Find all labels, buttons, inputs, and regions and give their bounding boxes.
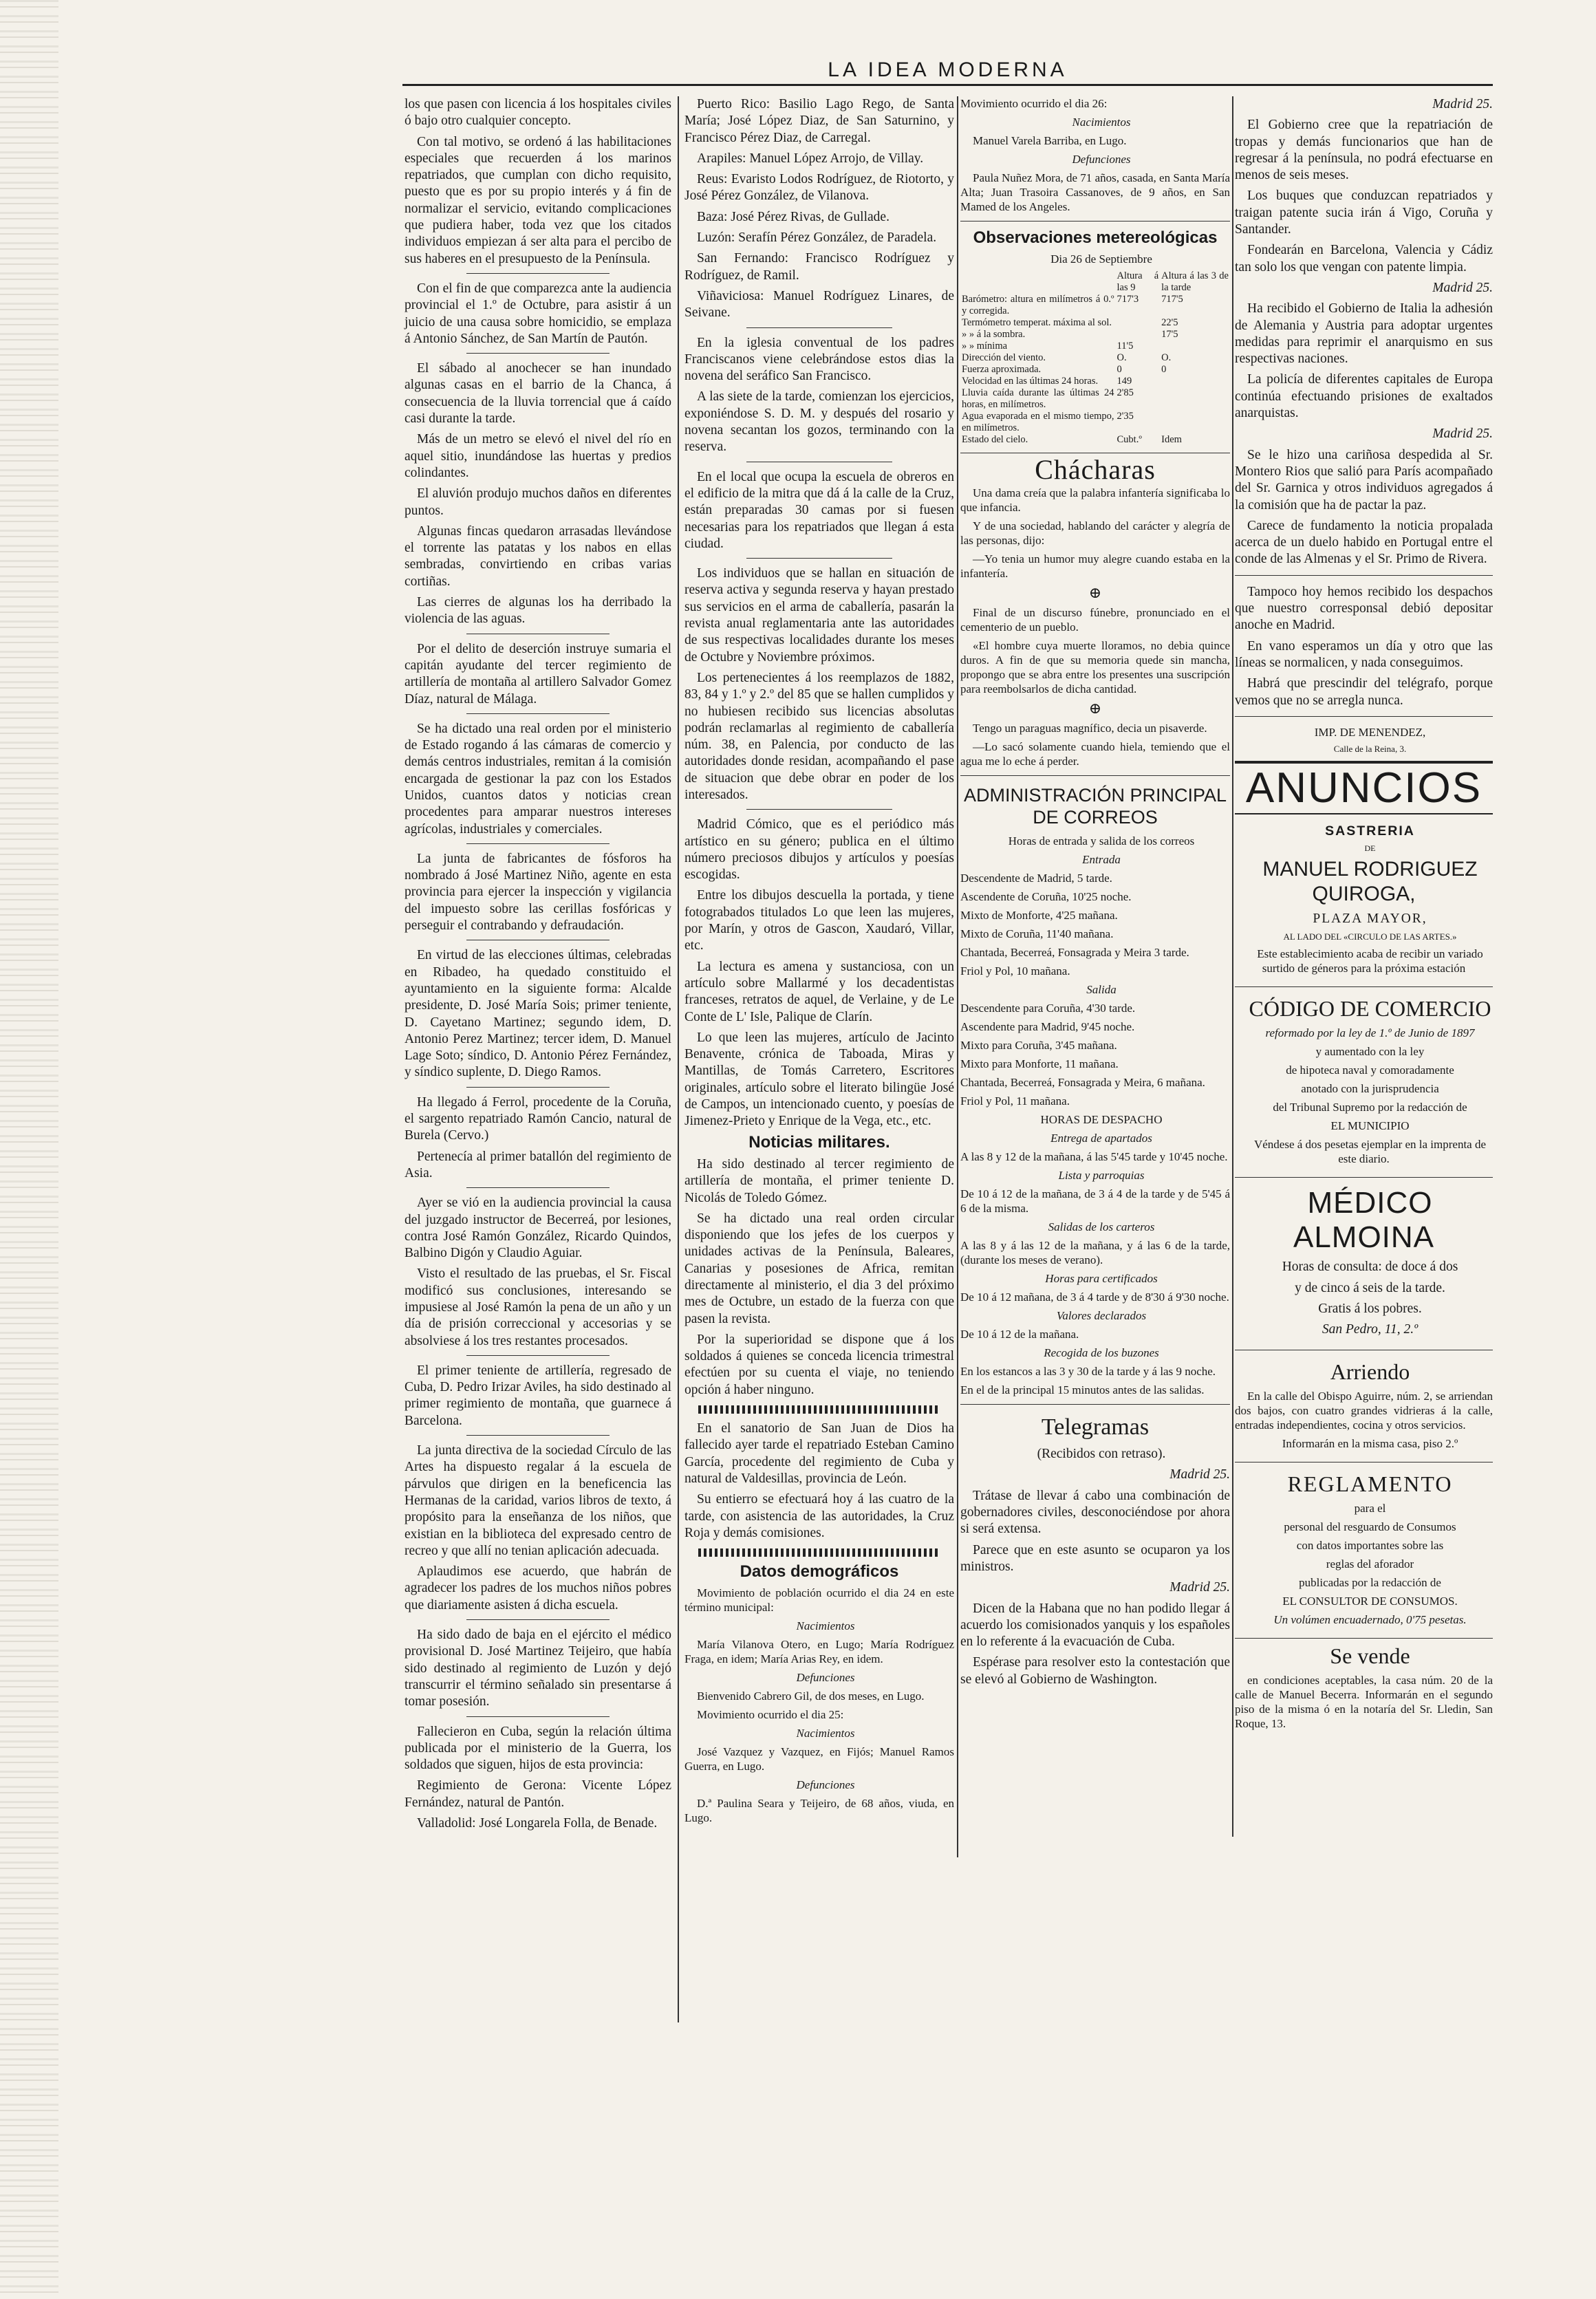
divider <box>960 221 1230 222</box>
divider <box>746 558 892 559</box>
ad-arriendo <box>1235 1354 1493 1462</box>
paragraph: La junta directiva de la sociedad Círculo de las Artes ha dispuesto regalar á la escuela de párvulos que dirigen en la beneficencia las Hermanas de la caridad, varios libros de texto, á propósito para la enseñanza de los niños, que existian en la biblioteca del expresado centro de recreo y que allí no tenian aplicación adecuada. <box>405 1443 671 1558</box>
paragraph: Baza: José Pérez Rivas, de Gullade. <box>697 209 889 224</box>
imprint: IMP. DE MENENDEZ, <box>1314 725 1426 739</box>
ad-sastreria <box>1235 819 1493 988</box>
paragraph: El sábado al anochecer se han inundado algunas casas en el barrio de la Chanca, á consecuencia de la lluvia torrencial que á caído casi durante la tarde. <box>405 361 671 427</box>
table-cell-label: Barómetro: altura en milímetros á 0.º y corregida. <box>962 294 1114 317</box>
ad-text: PLAZA MAYOR, <box>1313 911 1427 927</box>
paragraph: Parece que en este asunto se ocuparon ya los ministros. <box>960 1542 1230 1574</box>
schedule-line: Mixto para Monforte, 11 mañana. <box>960 1057 1119 1071</box>
schedule-line: De 10 á 12 mañana, de 3 á 4 tarde y de 8'30 á 9'30 noche. <box>960 1291 1229 1304</box>
masthead: LA IDEA MODERNA <box>402 56 1493 86</box>
table-cell-value: Cubt.º <box>1117 434 1142 446</box>
divider <box>1235 716 1493 717</box>
table-row <box>960 434 1230 446</box>
section-heading: ADMINISTRACIÓN PRINCIPAL DE CORREOS <box>963 785 1227 828</box>
divider <box>746 327 892 328</box>
schedule-line: Mixto para Coruña, 3'45 mañana. <box>960 1039 1117 1053</box>
ad-text: para el <box>1354 1501 1386 1515</box>
ad-text: de hipoteca naval y comoradamente <box>1286 1064 1454 1077</box>
paragraph: «El hombre cuya muerte lloramos, no debia quince duros. A fin de que su memoria quede sin mancha, propongo que se abra entre los presentes una suscripción para reembolsarlos de dicha cantidad. <box>960 638 1230 695</box>
table-cell-value: O. <box>1161 352 1172 364</box>
schedule-line: De 10 á 12 de la mañana. <box>960 1328 1079 1341</box>
paragraph: Manuel Varela Barriba, en Lugo. <box>973 134 1127 147</box>
ads-heading: ANUNCIOS <box>1235 761 1493 814</box>
ad-title: CÓDIGO DE COMERCIO <box>1249 996 1491 1022</box>
table-cell-value <box>1160 387 1230 411</box>
ad-text: reglas del aforador <box>1326 1557 1414 1571</box>
table-cell-value: O. <box>1117 352 1127 364</box>
paragraph: En vano esperamos un día y otro que las líneas se normalicen, y nada conseguimos. <box>1235 638 1493 670</box>
table-cell-value: 11'5 <box>1117 341 1134 352</box>
paragraph: —Lo sacó solamente cuando hiela, temiendo que el agua me lo eche á perder. <box>960 740 1230 768</box>
paragraph: Los pertenecientes á los reemplazos de 1882, 83, 84 y 1.º y 2.º del 85 que se hallen cumplidos y no hubiesen recibido sus licencias absolutas podrán reclamarlas al regimiento de caballería núm. 38, en Palencia, por conducto de las autoridades donde residan, acompañando el pase de situacion que debe obrar en poder de los interesados. <box>684 670 954 802</box>
paragraph: Se le hizo una cariñosa despedida al Sr. Montero Rios que salió para París acompañado del Sr. Garnica y otros individuos agregados á la comisión que ha de pactar la paz. <box>1235 447 1493 512</box>
paragraph: Viñaviciosa: Manuel Rodríguez Linares, de Seivane. <box>684 288 954 321</box>
table-row <box>960 352 1230 364</box>
table-cell-value <box>1160 411 1230 434</box>
ad-title: MÉDICO ALMOINA <box>1293 1186 1435 1255</box>
ad-title: Arriendo <box>1330 1359 1410 1384</box>
table-cell-value <box>1160 341 1230 352</box>
paragraph: Dicen de la Habana que no han podido llegar á acuerdo los comisionados yanquis y los españoles en lo referente á la evacuación de Cuba. <box>960 1601 1230 1650</box>
table-cell-value: 149 <box>1117 376 1132 387</box>
paragraph: El Gobierno cree que la repatriación de tropas y demás funcionarios que han de regresar á la península, no podrá efectuarse en menos de seis meses. <box>1235 118 1493 183</box>
scan-edge-noise <box>0 0 58 2299</box>
paragraph: Los individuos que se hallan en situación de reserva activa y segunda reserva y hayan prestado sus servicios en el arma de caballería, pasarán la revista anual reglamentaria ante las autoridades de sus respectivas localidades durante los meses de Octubre y Noviembre próximos. <box>684 566 954 665</box>
table-cell-label: Fuerza aproximada. <box>962 364 1042 376</box>
asterism-icon: ⊕ <box>1088 699 1102 717</box>
subheading: (Recibidos con retraso). <box>1037 1447 1166 1462</box>
column-1 <box>405 96 671 2022</box>
table-cell-value: 0 <box>1161 364 1167 376</box>
weather-table-body <box>960 294 1230 446</box>
column-rule <box>678 96 679 2022</box>
paragraph: los que pasen con licencia á los hospitales civiles ó bajo otro cualquier concepto. <box>405 97 671 129</box>
imprint-address: Calle de la Reina, 3. <box>1333 743 1407 754</box>
paragraph: El primer teniente de artillería, regresado de Cuba, D. Pedro Irizar Aviles, ha sido destinado al primer regimiento de montaña, que guarnece á Barcelona. <box>405 1363 671 1428</box>
paragraph: Regimiento de Gerona: Vicente López Fernández, natural de Pantón. <box>405 1778 671 1810</box>
paragraph: Movimiento de población ocurrido el dia 24 en este término municipal: <box>684 1586 954 1615</box>
paragraph: Luzón: Serafín Pérez González, de Paradela. <box>697 230 937 246</box>
table-cell-value: 22'5 <box>1161 317 1178 329</box>
subheading: Lista y parroquias <box>1058 1169 1145 1183</box>
schedule-line: A las 8 y 12 de la mañana, á las 5'45 tarde y 10'45 noche. <box>960 1150 1228 1164</box>
paragraph: En el sanatorio de San Juan de Dios ha fallecido ayer tarde el repatriado Esteban Camino García, procedente del regimiento de Cuba y natural de Valdesillas, provincia de León. <box>684 1421 954 1486</box>
paragraph: El aluvión produjo muchos daños en diferentes puntos. <box>405 486 671 518</box>
table-cell-value: 717'3 <box>1117 294 1139 305</box>
table-row <box>960 317 1230 329</box>
table-cell-label: » » mínima <box>962 341 1008 352</box>
table-cell-label: Lluvia caída durante las últimas 24 horas, en milímetros. <box>962 387 1114 411</box>
ad-text: Horas de consulta: de doce á dos <box>1282 1260 1458 1275</box>
paragraph: En virtud de las elecciones últimas, celebradas en Ribadeo, ha quedado constituido el ayuntamiento en la siguiente forma: Alcalde presidente, D. José María Sois; primer teniente, D. Cayetano Martinez; segundo idem, D. Antonio Perez Martinez; tercer idem, D. Manuel Lage Soto; síndico, D. Antonio Pérez Fernández, y síndico suplente, D. Diego Ramos. <box>405 948 671 1080</box>
subheading: Horas para certificados <box>1045 1272 1158 1286</box>
subheading: Recogida de los buzones <box>1044 1346 1159 1360</box>
schedule-line: Friol y Pol, 10 mañana. <box>960 964 1070 978</box>
subheading: Valores declarados <box>1056 1309 1147 1323</box>
dateline: Madrid 25. <box>1432 97 1493 111</box>
ad-title: Se vende <box>1330 1643 1410 1668</box>
paragraph: La policía de diferentes capitales de Europa continúa efectuando prisiones de exaltados anarquistas. <box>1235 372 1493 421</box>
divider <box>1235 575 1493 576</box>
schedule-line: Chantada, Becerreá, Fonsagrada y Meira, 6 mañana. <box>960 1076 1205 1090</box>
table-cell-value: Idem <box>1161 434 1182 446</box>
paragraph: Pertenecía al primer batallón del regimiento de Asia. <box>405 1149 671 1180</box>
paragraph: José Vazquez y Vazquez, en Fijós; Manuel Ramos Guerra, en Lugo. <box>684 1745 954 1773</box>
schedule-line: Ascendente para Madrid, 9'45 noche. <box>960 1020 1135 1034</box>
column-2 <box>684 96 954 1857</box>
ad-text: y aumentado con la ley <box>1315 1045 1425 1059</box>
subheading: Salida <box>1086 983 1117 997</box>
ad-text: AL LADO DEL «CIRCULO DE LAS ARTES.» <box>1283 931 1457 942</box>
ad-text: Véndese á dos pesetas ejemplar en la imprenta de este diario. <box>1253 1138 1487 1166</box>
paragraph: Puerto Rico: Basilio Lago Rego, de Santa María; José López Diaz, de San Saturnino, y Francisco Pérez Diaz, de Carregal. <box>684 97 954 145</box>
ad-name: MANUEL RODRIGUEZ QUIROGA, <box>1262 858 1478 906</box>
dateline: Madrid 25. <box>1432 427 1493 442</box>
table-cell-value: 17'5 <box>1161 329 1178 341</box>
ad-text: reformado por la ley de 1.º de Junio de 1897 <box>1265 1026 1475 1040</box>
divider <box>466 1619 610 1620</box>
table-row <box>960 341 1230 352</box>
schedule-line: Mixto de Coruña, 11'40 mañana. <box>960 927 1114 941</box>
paragraph: Ha recibido el Gobierno de Italia la adhesión de Alemania y Austria para adoptar urgentes medidas para reprimir el anarquismo en sus respectivas naciones. <box>1235 301 1493 367</box>
table-cell-value: 2'35 <box>1117 411 1134 422</box>
divider <box>746 809 892 810</box>
paragraph: En la iglesia conventual de los padres Franciscanos viene celebrándose estos dias la novena del seráfico San Francisco. <box>684 335 954 384</box>
section-heading: Observaciones metereológicas <box>973 228 1218 247</box>
paragraph: Madrid Cómico, que es el periódico más artístico en su género; publica en el último número preciosos dibujos y artículos y poesías escogidas. <box>684 817 954 883</box>
paragraph: Los buques que conduzcan repatriados y traigan patente sucia irán á Vigo, Coruña y Santander. <box>1235 188 1493 237</box>
paragraph: A las siete de la tarde, comienzan los ejercicios, exponiéndose S. D. M. y después del rosario y novena secantan los gozos, terminando con la reserva. <box>684 389 954 455</box>
ad-text: DE <box>1364 843 1376 854</box>
ad-codigo <box>1235 991 1493 1178</box>
ad-text: publicadas por la redacción de <box>1299 1575 1441 1589</box>
subheading: Nacimientos <box>796 1727 855 1740</box>
subheading: Defunciones <box>796 1778 855 1792</box>
column-3 <box>960 96 1230 1837</box>
table-row <box>960 411 1230 434</box>
table-header: Altura á las 9 <box>1117 270 1159 294</box>
paragraph: Valladolid: José Longarela Folla, de Benade. <box>417 1816 658 1831</box>
ad-text: EL MUNICIPIO <box>1330 1119 1410 1133</box>
paragraph: Final de un discurso fúnebre, pronunciado en el cementerio de un pueblo. <box>960 605 1230 634</box>
paragraph: Lo que leen las mujeres, artículo de Jacinto Benavente, crónica de Taboada, Miras y Mantillas, de Tomás Carretero, Escritores originales, artículo sobre el literato bilingüe José de Campos, un intencionado cuento, y poesías de Jimenez-Prieto y Enrique de la Vega, etc., etc. <box>684 1030 954 1129</box>
column-rule <box>1232 96 1233 1837</box>
paragraph: Reus: Evaristo Lodos Rodríguez, de Riotorto, y José Pérez González, de Vilanova. <box>684 172 954 204</box>
schedule-line: En el de la principal 15 minutos antes de las salidas. <box>960 1383 1205 1397</box>
schedule-line: Descendente para Coruña, 4'30 tarde. <box>960 1002 1136 1015</box>
ad-text: personal del resguardo de Consumos <box>1284 1520 1456 1533</box>
paragraph: Se ha dictado una real orden por el ministerio de Estado rogando á las cámaras de comercio y demás centros industriales, remitan á la comisión encargada de gestionar la paz con los Estados Unidos, cuantos datos y noticias crean procedentes para amparar nuestros intereses agrícolas, industriales y comerciales. <box>405 721 671 837</box>
paragraph: Fondearán en Barcelona, Valencia y Cádiz tan solo los que vengan con patente limpia. <box>1235 243 1493 274</box>
obs-date: Dia 26 de Septiembre <box>1050 252 1152 266</box>
table-cell-value: 717'5 <box>1161 294 1183 305</box>
ad-se-vende <box>1235 1643 1493 1731</box>
table-cell-label: Agua evaporada en el mismo tiempo, en milímetros. <box>962 411 1114 434</box>
schedule-line: En los estancos a las 3 y 30 de la tarde y á las 9 noche. <box>960 1365 1216 1379</box>
schedule-line: A las 8 y á las 12 de la mañana, y á las 6 de la tarde, (durante los meses de verano). <box>960 1239 1230 1267</box>
table-header-row <box>960 270 1230 294</box>
ad-text: Este establecimiento acaba de recibir un variado surtido de géneros para la próxima estación <box>1257 947 1483 975</box>
table-row <box>960 387 1230 411</box>
table-cell-label: Dirección del viento. <box>962 352 1046 364</box>
ad-text: Gratis á los pobres. <box>1318 1301 1422 1316</box>
table-row <box>960 294 1230 317</box>
table-header: Altura á las 3 de la tarde <box>1161 270 1229 294</box>
paragraph: Trátase de llevar á cabo una combinación de gobernadores civiles, desconociéndose por ahora si será extensa. <box>960 1488 1230 1537</box>
paragraph: Tengo un paraguas magnífico, decia un pisaverde. <box>973 722 1207 735</box>
dateline: Madrid 25. <box>1169 1467 1230 1482</box>
table-row <box>960 329 1230 341</box>
paragraph: Se ha dictado una real orden circular disponiendo que los jefes de los cuerpos y unidades activas de la Península, Baleares, Canarias y posesiones de Africa, remitan directamente al ministerio, el dia 3 del próximo mes de Octubre, un estado de la fuerza con que pasen la revista. <box>684 1211 954 1326</box>
paragraph: San Fernando: Francisco Rodríguez y Rodríguez, de Ramil. <box>684 251 954 283</box>
paragraph: Movimiento ocurrido el dia 26: <box>960 97 1108 110</box>
table-cell-value: 2'85 <box>1117 387 1134 399</box>
ad-title: SASTRERIA <box>1325 823 1415 839</box>
table-cell-value <box>1160 376 1230 387</box>
ad-text: Un volúmen encuadernado, 0'75 pesetas. <box>1273 1612 1467 1626</box>
ad-medico <box>1235 1182 1493 1350</box>
table-cell-label: Estado del cielo. <box>962 434 1028 446</box>
paragraph: Bienvenido Cabrero Gil, de dos meses, en Lugo. <box>697 1690 925 1703</box>
divider <box>466 1435 610 1436</box>
ornamental-rule <box>698 1548 940 1557</box>
ad-text: En la calle del Obispo Aguirre, núm. 2, se arriendan dos bajos, con cuatro grandes vidrieras á la calle, entradas independientes, cocina y otros servicios. <box>1235 1389 1493 1432</box>
ad-text: San Pedro, 11, 2.º <box>1322 1322 1419 1337</box>
paragraph: Las cierres de algunas los ha derribado la violencia de las aguas. <box>405 595 671 627</box>
divider <box>466 1716 610 1717</box>
divider <box>466 843 610 844</box>
ad-text: del Tribunal Supremo por la redacción de <box>1273 1101 1467 1114</box>
paragraph: Tampoco hoy hemos recibido los despachos que nuestro corresponsal debió depositar anoche en Madrid. <box>1235 584 1493 633</box>
table-cell-value <box>1116 329 1161 341</box>
paragraph: Arapiles: Manuel López Arrojo, de Villay. <box>697 151 924 166</box>
paragraph: Habrá que prescindir del telégrafo, porque vemos que no se arregla nunca. <box>1235 676 1493 708</box>
section-heading: Datos demográficos <box>740 1562 899 1582</box>
ad-text: en condiciones aceptables, la casa núm. 20 de la calle de Manuel Becerra. Informarán en el segundo piso de la misma ó en la notaría del Sr. Lledin, San Roque, 13. <box>1235 1673 1493 1730</box>
ad-text: EL CONSULTOR DE CONSUMOS. <box>1282 1594 1458 1608</box>
paragraph: La lectura es amena y sustanciosa, con un artículo sobre Mallarmé y los decadentistas franceses, retratos de aquel, de Verlaine, y de Le Conte de L' Isle, Palique de Clarín. <box>684 959 954 1024</box>
dateline: Madrid 25. <box>1169 1580 1230 1595</box>
paragraph: Algunas fincas quedaron arrasadas llevándose el torrente las patatas y los nabos en ellas sembradas, convirtiendo en cribas varias cortiñas. <box>405 524 671 589</box>
schedule-line: Friol y Pol, 11 mañana. <box>960 1094 1070 1108</box>
column-rule <box>957 96 958 1857</box>
paragraph: Y de una sociedad, hablando del carácter y alegría de las personas, dijo: <box>960 519 1230 547</box>
table-cell-label: » » á la sombra. <box>962 329 1026 341</box>
paragraph: —Yo tenia un humor muy alegre cuando estaba en la infantería. <box>960 552 1230 580</box>
paragraph: Por la superioridad se dispone que á los soldados á quienes se conceda licencia trimestral efectúen por su cuenta el viaje, no teniendo opción á haber ninguno. <box>684 1332 954 1397</box>
ad-text: con datos importantes sobre las <box>1296 1538 1444 1552</box>
subheading: HORAS DE DESPACHO <box>1040 1113 1163 1127</box>
subheading: Salidas de los carteros <box>1048 1220 1155 1234</box>
subheading: Defunciones <box>1072 153 1131 166</box>
table-cell-value <box>1116 317 1161 329</box>
ad-title: REGLAMENTO <box>1287 1471 1453 1496</box>
paragraph: La junta de fabricantes de fósforos ha nombrado á José Martinez Niño, agente en esta provincia para ejercer la inspección y vigilancia del impuesto sobre las cerillas fosfóricas y perseguir el contrabando y defraudación. <box>405 851 671 933</box>
paragraph: Ha sido destinado al tercer regimiento de artillería de montaña, el primer teniente D. Nicolás de Toledo Gómez. <box>684 1156 954 1205</box>
paragraph: Visto el resultado de las pruebas, el Sr. Fiscal modificó sus conclusiones, interesando se impusiese al José Ramón la pena de un año y un día de prisión correccional y accesorias y se absolviese á los tres restantes procesados. <box>405 1266 671 1348</box>
subheading: Defunciones <box>796 1671 855 1685</box>
divider <box>466 1355 610 1356</box>
subheading: Entrega de apartados <box>1050 1132 1152 1145</box>
schedule-line: Ascendente de Coruña, 10'25 noche. <box>960 890 1132 904</box>
paragraph: Una dama creía que la palabra infantería significaba lo que infancia. <box>960 486 1230 514</box>
divider <box>466 273 610 274</box>
paragraph: Espérase para resolver esto la contestación que se elevó al Gobierno de Washington. <box>960 1655 1230 1687</box>
section-heading: Noticias militares. <box>748 1132 890 1152</box>
schedule-line: De 10 á 12 de la mañana, de 3 á 4 de la tarde y de 5'45 á 6 de la misma. <box>960 1187 1230 1216</box>
schedule-line: Descendente de Madrid, 5 tarde. <box>960 872 1112 885</box>
ad-text: y de cinco á seis de la tarde. <box>1295 1280 1445 1295</box>
weather-table <box>960 270 1230 446</box>
divider <box>466 1087 610 1088</box>
paragraph: María Vilanova Otero, en Lugo; María Rodríguez Fraga, en idem; María Arias Rey, en idem. <box>684 1638 954 1666</box>
schedule-line: Mixto de Monforte, 4'25 mañana. <box>960 909 1118 922</box>
schedule-line: Chantada, Becerreá, Fonsagrada y Meira 3 tarde. <box>960 946 1189 960</box>
paragraph: Paula Nuñez Mora, de 71 años, casada, en Santa María Alta; Juan Trasoira Cassanoves, de 9 años, en San Mamed de los Angeles. <box>960 171 1230 213</box>
ad-text: Informarán en la misma casa, piso 2.º <box>1282 1436 1458 1450</box>
subheading: Nacimientos <box>1072 116 1131 129</box>
paragraph: Más de un metro se elevó el nivel del río en aquel sitio, inundándose las huertas y predios colindantes. <box>405 432 671 480</box>
column-4 <box>1235 96 1493 1730</box>
dateline: Madrid 25. <box>1432 280 1493 295</box>
divider <box>960 1404 1230 1405</box>
paragraph: Ha sido dado de baja en el ejército el médico provisional D. José Martinez Teijeiro, que había sido destinado al regimiento de Luzón y dejó transcurrir el término señalado sin presentarse á tomar posesión. <box>405 1628 671 1709</box>
paragraph: Entre los dibujos descuella la portada, y tiene fotograbados titulados Lo que leen las mujeres, por Marín, y otros de Gascon, Xaudaró, Villar, etc. <box>684 888 954 953</box>
table-cell-label: Termómetro temperat. máxima al sol. <box>962 317 1112 329</box>
paragraph: D.ª Paulina Seara y Teijeiro, de 68 años, viuda, en Lugo. <box>684 1797 954 1825</box>
paragraph: Ha llegado á Ferrol, procedente de la Coruña, el sargento repatriado Ramón Cancio, natural de Burela (Cervo.) <box>405 1094 671 1143</box>
divider <box>466 713 610 714</box>
paragraph: Aplaudimos ese acuerdo, que habrán de agradecer los padres de los muchos niños pobres que diariamente asisten á dicha escuela. <box>405 1564 671 1612</box>
divider <box>466 353 610 354</box>
paragraph: Carece de fundamento la noticia propalada acerca de un duelo habido en Portugal entre el conde de las Almenas y el Sr. Primo de Rivera. <box>1235 518 1493 567</box>
paragraph: Su entierro se efectuará hoy á las cuatro de la tarde, con asistencia de las autoridades, la Cruz Roja y demás comisiones. <box>684 1492 954 1540</box>
paragraph: Con tal motivo, se ordenó á las habilitaciones especiales que recuerden á los marinos repatriados, que cumplan con dicho requisito, puesto que es por su propio interés y á fin de normalizar el servicio, evitando complicaciones que pudiera haber, toda vez que los citados individuos empiezan á ser alta para el percibo de sus haberes en el presupuesto de la Península. <box>405 134 671 266</box>
subheading: Nacimientos <box>796 1619 855 1633</box>
divider <box>960 775 1230 776</box>
asterism-icon: ⊕ <box>1088 583 1102 601</box>
subheading: Entrada <box>1082 853 1121 867</box>
paragraph: Con el fin de que comparezca ante la audiencia provincial el 1.º de Octubre, para asistir á un juicio de una causa sobre homicidio, se emplaza á Antonio Sánchez, de San Martín de Pautón. <box>405 281 671 346</box>
paragraph: Ayer se vió en la audiencia provincial la causa del juzgado instructor de Becerreá, por lesiones, contra José Ramón González, Ricardo Quindos, Balbino Digón y Claudio Aguiar. <box>405 1196 671 1261</box>
divider <box>466 1187 610 1188</box>
paragraph: En el local que ocupa la escuela de obreros en el edificio de la mitra que dá á la calle de la Cruz, están preparadas 30 camas por si fuesen necesarias para los repatriados que llegan á esta ciudad. <box>684 469 954 551</box>
ad-text: anotado con la jurisprudencia <box>1301 1082 1439 1096</box>
table-row <box>960 376 1230 387</box>
table-row <box>960 364 1230 376</box>
table-cell-label: Velocidad en las últimas 24 horas. <box>962 376 1099 387</box>
section-heading: Telegramas <box>1041 1414 1150 1440</box>
section-heading: Chácharas <box>1035 454 1156 486</box>
table-cell-value: 0 <box>1117 364 1122 376</box>
ad-reglamento <box>1235 1467 1493 1639</box>
ornamental-rule <box>698 1405 940 1414</box>
paragraph: Movimiento ocurrido el dia 25: <box>697 1708 844 1722</box>
paragraph: Fallecieron en Cuba, según la relación última publicada por el ministerio de la Guerra, los soldados que siguen, hijos de esta provincia: <box>405 1724 671 1773</box>
subheading: Horas de entrada y salida de los correos <box>1008 834 1195 848</box>
paragraph: Por el delito de deserción instruye sumaria el capitán ayudante del tercer regimiento de artillería de montaña al artillero Salvador Gomez Díaz, natural de Málaga. <box>405 641 671 706</box>
